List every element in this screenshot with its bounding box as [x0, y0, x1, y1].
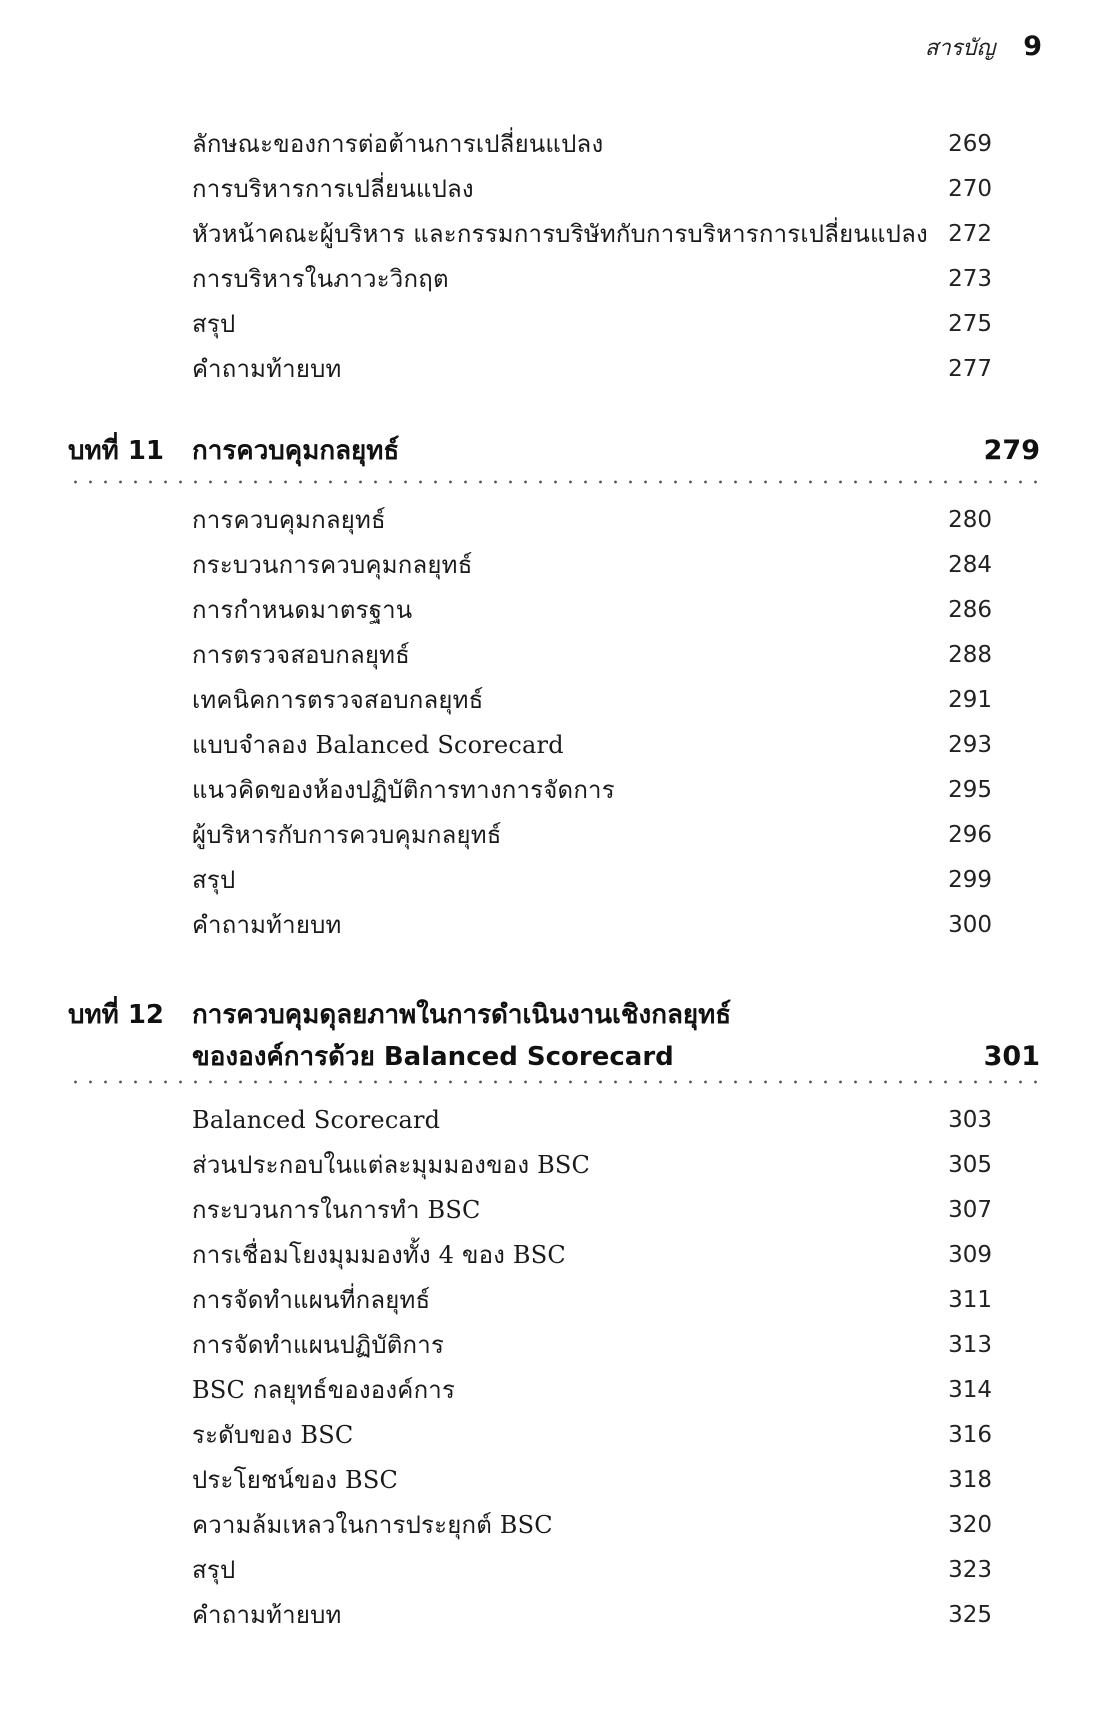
toc-entry-page: 296 [948, 822, 992, 848]
toc-entry[interactable] [192, 1188, 992, 1232]
toc-entry-title: Balanced Scorecard [192, 1106, 441, 1134]
toc-entry-title: ส่วนประกอบในแต่ละมุมมองของ BSC [192, 1151, 591, 1179]
toc-entry[interactable] [192, 858, 992, 902]
toc-entry-title: คำถามท้ายบท [192, 911, 342, 939]
chapter-title: การควบคุมกลยุทธ์ [192, 436, 400, 466]
toc-entry-title: เทคนิคการตรวจสอบกลยุทธ์ [192, 686, 484, 714]
toc-entry-page: 305 [948, 1152, 992, 1178]
toc-entry[interactable] [192, 302, 992, 346]
toc-entry[interactable] [192, 122, 992, 166]
toc-entry-page: 295 [948, 777, 992, 803]
toc-entry-title: สรุป [192, 310, 236, 338]
chapter-heading-11[interactable] [68, 430, 1040, 472]
chapter-heading-12[interactable] [68, 994, 1040, 1078]
chapter-label: บทที่ 12 [68, 1000, 165, 1030]
chapter-page: 301 [983, 1041, 1040, 1072]
toc-entry-title: คำถามท้ายบท [192, 355, 342, 383]
toc-entry-title: ลักษณะของการต่อต้านการเปลี่ยนแปลง [192, 130, 604, 158]
toc-entry[interactable] [192, 1233, 992, 1277]
toc-entry[interactable] [192, 1548, 992, 1592]
chapter-title-line2: ขององค์การด้วย Balanced Scorecard [192, 1042, 674, 1072]
toc-entry-page: 300 [948, 912, 992, 938]
toc-entry[interactable] [192, 1368, 992, 1412]
dotted-divider [68, 480, 1040, 484]
toc-entry-title: คำถามท้ายบท [192, 1601, 342, 1629]
toc-entry-title: BSC กลยุทธ์ขององค์การ [192, 1376, 456, 1404]
toc-entry-page: 311 [948, 1287, 992, 1313]
toc-entry-title: แนวคิดของห้องปฏิบัติการทางการจัดการ [192, 776, 615, 804]
toc-entry-title: ระดับของ BSC [192, 1421, 354, 1449]
toc-entry-title: ประโยชน์ของ BSC [192, 1466, 399, 1494]
toc-entry-page: 280 [948, 507, 992, 533]
toc-entry-title: กระบวนการในการทำ BSC [192, 1196, 481, 1224]
toc-entry-page: 320 [948, 1512, 992, 1538]
toc-entry[interactable] [192, 723, 992, 767]
toc-entry-page: 316 [948, 1422, 992, 1448]
chapter-title-line1: การควบคุมดุลยภาพในการดำเนินงานเชิงกลยุทธ์ [192, 1000, 732, 1030]
toc-entry-title: การบริหารการเปลี่ยนแปลง [192, 175, 474, 203]
toc-entry-page: 318 [948, 1467, 992, 1493]
running-header [925, 30, 1042, 65]
page-number: 9 [1023, 31, 1042, 62]
toc-entry-page: 284 [948, 552, 992, 578]
toc-entry-page: 307 [948, 1197, 992, 1223]
toc-entry-page: 273 [948, 266, 992, 292]
toc-entry[interactable] [192, 1098, 992, 1142]
chapter-page: 279 [983, 435, 1040, 466]
toc-entry-page: 309 [948, 1242, 992, 1268]
toc-entry-title: สรุป [192, 866, 236, 894]
toc-entry-title: การเชื่อมโยงมุมมองทั้ง 4 ของ BSC [192, 1241, 566, 1269]
toc-entry[interactable] [192, 167, 992, 211]
toc-entry[interactable] [192, 633, 992, 677]
toc-entry[interactable] [192, 212, 992, 256]
dotted-divider [68, 1080, 1040, 1084]
toc-entry-page: 323 [948, 1557, 992, 1583]
toc-entry[interactable] [192, 813, 992, 857]
toc-entry[interactable] [192, 1278, 992, 1322]
toc-entry-title: หัวหน้าคณะผู้บริหาร และกรรมการบริษัทกับการบริหารการเปลี่ยนแปลง [192, 220, 928, 248]
toc-entry[interactable] [192, 678, 992, 722]
toc-entry[interactable] [192, 588, 992, 632]
toc-entry[interactable] [192, 543, 992, 587]
toc-entry-page: 288 [948, 642, 992, 668]
toc-entry-title: การบริหารในภาวะวิกฤต [192, 265, 449, 293]
running-title: สารบัญ [924, 36, 996, 61]
toc-entry-title: การควบคุมกลยุทธ์ [192, 506, 386, 534]
toc-entry-page: 286 [948, 597, 992, 623]
toc-entry[interactable] [192, 1143, 992, 1187]
toc-entry-page: 270 [948, 176, 992, 202]
toc-entry[interactable] [192, 1413, 992, 1457]
toc-entry[interactable] [192, 347, 992, 391]
toc-entry-title: แบบจำลอง Balanced Scorecard [192, 731, 564, 759]
chapter-label: บทที่ 11 [68, 436, 165, 466]
toc-entry-title: ผู้บริหารกับการควบคุมกลยุทธ์ [192, 821, 502, 849]
toc-entry-page: 303 [948, 1107, 992, 1133]
toc-entry-page: 275 [948, 311, 992, 337]
toc-entry[interactable] [192, 1503, 992, 1547]
toc-entry-page: 277 [948, 356, 992, 382]
toc-entry-title: ความล้มเหลวในการประยุกต์ BSC [192, 1511, 553, 1539]
toc-entry[interactable] [192, 257, 992, 301]
toc-entry[interactable] [192, 498, 992, 542]
toc-entry-title: การตรวจสอบกลยุทธ์ [192, 641, 410, 669]
toc-entry-page: 299 [948, 867, 992, 893]
toc-entry-page: 314 [948, 1377, 992, 1403]
toc-entry-page: 291 [948, 687, 992, 713]
toc-entry-title: สรุป [192, 1556, 236, 1584]
toc-entry[interactable] [192, 1323, 992, 1367]
toc-entry-title: การจัดทำแผนที่กลยุทธ์ [192, 1286, 431, 1314]
toc-entry-page: 313 [948, 1332, 992, 1358]
toc-entry-page: 293 [948, 732, 992, 758]
toc-entry-title: การจัดทำแผนปฏิบัติการ [192, 1331, 445, 1359]
toc-entry[interactable] [192, 903, 992, 947]
toc-entry[interactable] [192, 768, 992, 812]
toc-entry-page: 325 [948, 1602, 992, 1628]
toc-entry[interactable] [192, 1593, 992, 1637]
toc-entry-page: 272 [948, 221, 992, 247]
toc-entry-page: 269 [948, 131, 992, 157]
toc-entry-title: กระบวนการควบคุมกลยุทธ์ [192, 551, 473, 579]
toc-entry-title: การกำหนดมาตรฐาน [192, 596, 413, 624]
toc-entry[interactable] [192, 1458, 992, 1502]
